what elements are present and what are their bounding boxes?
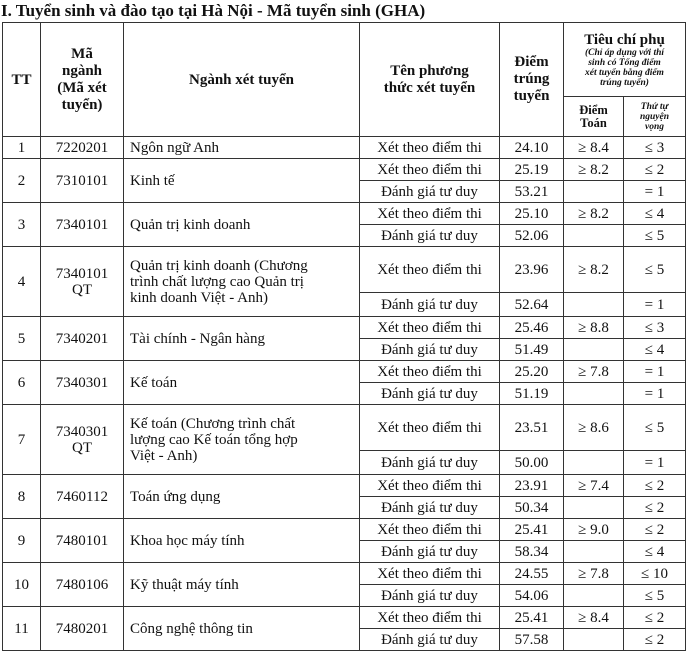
- cell-nganh: [124, 519, 360, 563]
- cell-diem: 51.49: [500, 339, 564, 361]
- cell-tt: 10: [3, 563, 41, 607]
- nganh-line: Khoa học máy tính: [130, 532, 245, 549]
- cell-nganh: [124, 137, 360, 159]
- cell-tt: 7: [3, 405, 41, 475]
- cell-ma-nganh: [41, 607, 124, 651]
- nganh-line: Toán ứng dụng: [130, 488, 221, 505]
- cell-tt: 11: [3, 607, 41, 651]
- header-ma-nganh: Mã ngành (Mã xét tuyển): [41, 23, 124, 137]
- cell-diem: 23.51: [500, 405, 564, 451]
- cell-ma-nganh: [41, 519, 124, 563]
- cell-diem-toan: ≥ 8.8: [564, 317, 624, 339]
- ma-nganh-line: 7340301: [55, 423, 109, 440]
- nganh-line: lượng cao Kế toán tổng hợp: [130, 431, 298, 448]
- cell-phuong-thuc: Xét theo điểm thi: [360, 607, 500, 629]
- table-header: [3, 23, 686, 137]
- cell-diem: 24.55: [500, 563, 564, 585]
- nganh-line: Quản trị kinh doanh (Chương: [130, 257, 308, 274]
- table-row: [3, 563, 686, 585]
- cell-diem: 54.06: [500, 585, 564, 607]
- cell-phuong-thuc: Đánh giá tư duy: [360, 293, 500, 317]
- cell-phuong-thuc: Xét theo điểm thi: [360, 317, 500, 339]
- cell-thu-tu: = 1: [624, 383, 686, 405]
- cell-nganh: [124, 159, 360, 203]
- cell-tt: 6: [3, 361, 41, 405]
- cell-phuong-thuc: Đánh giá tư duy: [360, 629, 500, 651]
- cell-diem: 25.46: [500, 317, 564, 339]
- cell-ma-nganh: [41, 159, 124, 203]
- table-row: [3, 475, 686, 497]
- table-row: [3, 203, 686, 225]
- cell-diem: 25.20: [500, 361, 564, 383]
- cell-tt: 9: [3, 519, 41, 563]
- cell-diem: 52.64: [500, 293, 564, 317]
- cell-tt: 4: [3, 247, 41, 317]
- admission-table: [2, 22, 686, 651]
- nganh-line: Kỹ thuật máy tính: [130, 576, 239, 593]
- cell-phuong-thuc: Xét theo điểm thi: [360, 519, 500, 541]
- nganh-line: kinh doanh Việt - Anh): [130, 289, 268, 306]
- cell-ma-nganh: [41, 361, 124, 405]
- ma-nganh-line: QT: [72, 281, 92, 298]
- cell-diem: 50.34: [500, 497, 564, 519]
- cell-thu-tu: ≤ 10: [624, 563, 686, 585]
- cell-thu-tu: ≤ 5: [624, 225, 686, 247]
- cell-phuong-thuc: Xét theo điểm thi: [360, 247, 500, 293]
- cell-thu-tu: ≤ 4: [624, 339, 686, 361]
- cell-diem-toan: [564, 497, 624, 519]
- cell-ma-nganh: [41, 247, 124, 317]
- cell-diem-toan: [564, 541, 624, 563]
- cell-phuong-thuc: Xét theo điểm thi: [360, 405, 500, 451]
- cell-diem-toan: ≥ 8.4: [564, 607, 624, 629]
- cell-nganh: [124, 247, 360, 317]
- cell-tt: 5: [3, 317, 41, 361]
- cell-tt: 8: [3, 475, 41, 519]
- cell-diem: 58.34: [500, 541, 564, 563]
- cell-diem-toan: [564, 585, 624, 607]
- cell-phuong-thuc: Đánh giá tư duy: [360, 339, 500, 361]
- cell-phuong-thuc: Đánh giá tư duy: [360, 585, 500, 607]
- table-row: [3, 317, 686, 339]
- cell-diem-toan: ≥ 7.8: [564, 361, 624, 383]
- cell-nganh: [124, 475, 360, 519]
- cell-thu-tu: ≤ 2: [624, 607, 686, 629]
- nganh-line: Kế toán (Chương trình chất: [130, 415, 296, 432]
- cell-diem-toan: ≥ 7.4: [564, 475, 624, 497]
- ma-nganh-line: 7480201: [55, 620, 109, 637]
- cell-thu-tu: ≤ 4: [624, 541, 686, 563]
- nganh-line: trình chất lượng cao Quản trị: [130, 273, 304, 290]
- cell-thu-tu: ≤ 5: [624, 405, 686, 451]
- table-row: [3, 607, 686, 629]
- cell-phuong-thuc: Xét theo điểm thi: [360, 137, 500, 159]
- cell-tt: 1: [3, 137, 41, 159]
- cell-nganh: [124, 317, 360, 361]
- header-tt: TT: [3, 23, 41, 137]
- cell-phuong-thuc: Xét theo điểm thi: [360, 563, 500, 585]
- cell-ma-nganh: [41, 405, 124, 475]
- cell-diem: 51.19: [500, 383, 564, 405]
- cell-diem: 25.41: [500, 607, 564, 629]
- cell-phuong-thuc: Xét theo điểm thi: [360, 475, 500, 497]
- cell-diem-toan: ≥ 8.2: [564, 203, 624, 225]
- cell-diem-toan: ≥ 8.6: [564, 405, 624, 451]
- cell-diem-toan: [564, 225, 624, 247]
- ma-nganh-line: 7340101: [55, 216, 109, 233]
- cell-diem-toan: [564, 181, 624, 203]
- cell-thu-tu: ≤ 3: [624, 317, 686, 339]
- cell-ma-nganh: [41, 563, 124, 607]
- cell-thu-tu: ≤ 2: [624, 497, 686, 519]
- ma-nganh-line: 7460112: [56, 488, 108, 505]
- table-row: [3, 159, 686, 181]
- ma-nganh-line: 7340201: [55, 330, 109, 347]
- ma-nganh-line: 7340101: [55, 265, 109, 282]
- nganh-line: Quản trị kinh doanh: [130, 216, 251, 233]
- cell-diem-toan: ≥ 8.4: [564, 137, 624, 159]
- cell-thu-tu: = 1: [624, 361, 686, 383]
- cell-diem-toan: ≥ 8.2: [564, 159, 624, 181]
- cell-phuong-thuc: Đánh giá tư duy: [360, 541, 500, 563]
- cell-thu-tu: = 1: [624, 181, 686, 203]
- cell-diem-toan: ≥ 7.8: [564, 563, 624, 585]
- cell-diem: 57.58: [500, 629, 564, 651]
- ma-nganh-line: 7310101: [55, 172, 109, 189]
- table-row: [3, 361, 686, 383]
- cell-ma-nganh: [41, 475, 124, 519]
- cell-diem: 25.10: [500, 203, 564, 225]
- cell-diem-toan: [564, 451, 624, 475]
- cell-thu-tu: = 1: [624, 451, 686, 475]
- cell-diem: 23.96: [500, 247, 564, 293]
- header-diem: Điểm trúng tuyển: [500, 23, 564, 137]
- nganh-line: Ngôn ngữ Anh: [130, 139, 219, 156]
- cell-tt: 2: [3, 159, 41, 203]
- cell-nganh: [124, 607, 360, 651]
- cell-thu-tu: ≤ 2: [624, 475, 686, 497]
- table-row: [3, 519, 686, 541]
- table-row: [3, 405, 686, 451]
- nganh-line: Tài chính - Ngân hàng: [130, 330, 265, 347]
- cell-phuong-thuc: Xét theo điểm thi: [360, 203, 500, 225]
- ma-nganh-line: QT: [72, 439, 92, 456]
- table-row: [3, 137, 686, 159]
- cell-phuong-thuc: Đánh giá tư duy: [360, 497, 500, 519]
- cell-phuong-thuc: Đánh giá tư duy: [360, 451, 500, 475]
- cell-thu-tu: = 1: [624, 293, 686, 317]
- cell-phuong-thuc: Đánh giá tư duy: [360, 181, 500, 203]
- cell-thu-tu: ≤ 3: [624, 137, 686, 159]
- cell-diem-toan: [564, 383, 624, 405]
- cell-thu-tu: ≤ 5: [624, 585, 686, 607]
- nganh-line: Công nghệ thông tin: [130, 620, 253, 637]
- cell-thu-tu: ≤ 2: [624, 159, 686, 181]
- cell-diem: 25.41: [500, 519, 564, 541]
- cell-diem: 25.19: [500, 159, 564, 181]
- cell-diem-toan: [564, 339, 624, 361]
- table-row: [3, 247, 686, 293]
- cell-phuong-thuc: Đánh giá tư duy: [360, 383, 500, 405]
- cell-tt: 3: [3, 203, 41, 247]
- cell-thu-tu: ≤ 2: [624, 629, 686, 651]
- header-phuong-thuc: Tên phương thức xét tuyển: [360, 23, 500, 137]
- header-thu-tu: Thứ tự nguyện vọng: [624, 97, 686, 137]
- cell-ma-nganh: [41, 203, 124, 247]
- cell-ma-nganh: [41, 137, 124, 159]
- header-tieu-chi: Tiêu chí phụ (Chỉ áp dụng với thí sinh có Tổng điểm xét tuyển bằng điểm trúng tuyển): [564, 23, 686, 97]
- cell-diem-toan: ≥ 8.2: [564, 247, 624, 293]
- table-body: [3, 137, 686, 651]
- header-nganh: Ngành xét tuyển: [124, 23, 360, 137]
- cell-thu-tu: ≤ 2: [624, 519, 686, 541]
- ma-nganh-line: 7480106: [55, 576, 109, 593]
- cell-phuong-thuc: Xét theo điểm thi: [360, 361, 500, 383]
- ma-nganh-line: 7480101: [55, 532, 109, 549]
- cell-diem-toan: ≥ 9.0: [564, 519, 624, 541]
- ma-nganh-line: 7340301: [55, 374, 109, 391]
- cell-diem: 50.00: [500, 451, 564, 475]
- cell-nganh: [124, 203, 360, 247]
- nganh-line: Việt - Anh): [130, 447, 198, 464]
- cell-nganh: [124, 563, 360, 607]
- cell-thu-tu: ≤ 5: [624, 247, 686, 293]
- cell-diem: 23.91: [500, 475, 564, 497]
- cell-nganh: [124, 405, 360, 475]
- header-diem-toan: Điểm Toán: [564, 97, 624, 137]
- cell-diem: 24.10: [500, 137, 564, 159]
- cell-ma-nganh: [41, 317, 124, 361]
- cell-nganh: [124, 361, 360, 405]
- cell-diem-toan: [564, 293, 624, 317]
- cell-thu-tu: ≤ 4: [624, 203, 686, 225]
- page-title: I. Tuyển sinh và đào tạo tại Hà Nội - Mã tuyển sinh (GHA): [1, 1, 426, 20]
- ma-nganh-line: 7220201: [55, 139, 109, 156]
- cell-diem: 53.21: [500, 181, 564, 203]
- nganh-line: Kinh tế: [130, 172, 175, 189]
- cell-diem: 52.06: [500, 225, 564, 247]
- cell-diem-toan: [564, 629, 624, 651]
- cell-phuong-thuc: Xét theo điểm thi: [360, 159, 500, 181]
- nganh-line: Kế toán: [130, 374, 178, 391]
- cell-phuong-thuc: Đánh giá tư duy: [360, 225, 500, 247]
